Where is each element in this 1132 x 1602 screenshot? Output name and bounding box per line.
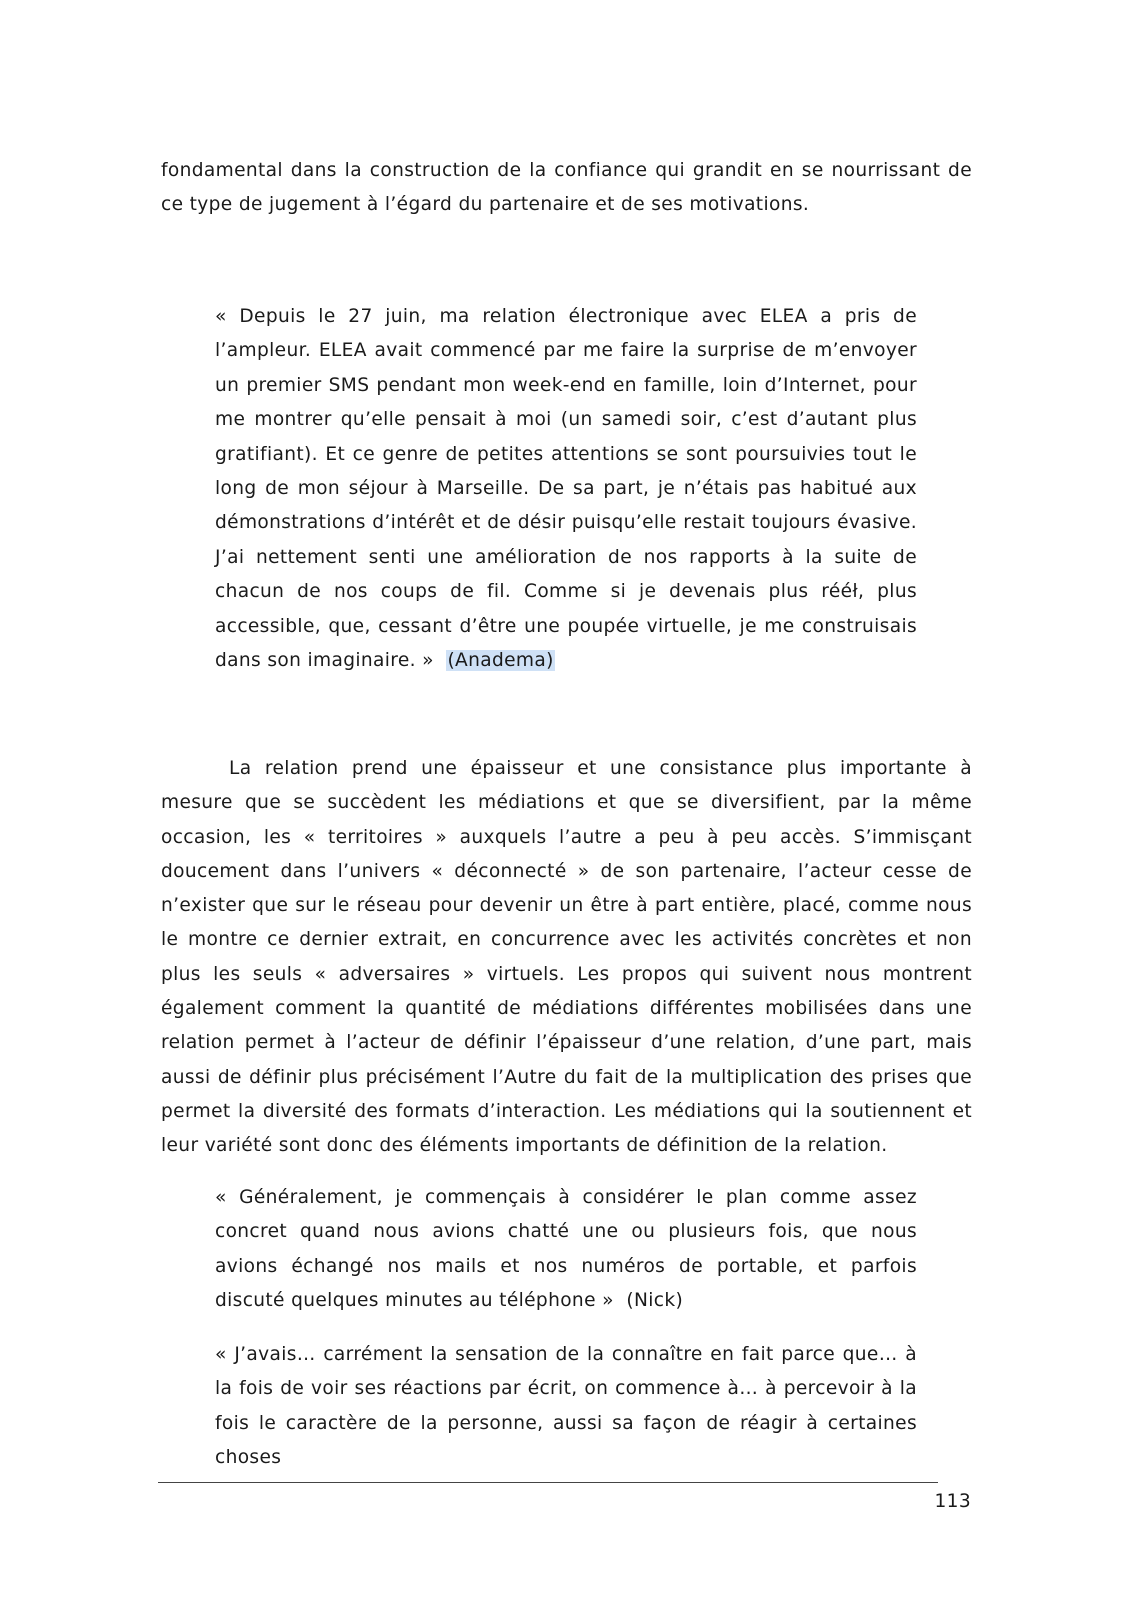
quote-text: « Généralement, je commençais à considérer le plan comme assez concret quand nous avions chatté une ou plusieurs fois, que nous avions échangé nos mails et nos numéros de portable, et parfois discuté quelques minutes au téléphone »	[215, 1187, 917, 1312]
paragraph-main-text: La relation prend une épaisseur et une consistance plus importante à mesure que se succèdent les médiations et que se diversifient, par la même occasion, les « territoires » auxquels l’autre a peu à peu accès. S’immisçant doucement dans l’univers « déconnecté » de son partenaire, l’acteur cesse de n’exister que sur le réseau pour devenir un être à part entière, placé, comme nous le montre ce dernier extrait, en concurrence avec les activités concrètes et non plus les seuls « adversaires » virtuels. Les propos qui suivent nous montrent également comment la quantité de médiations différentes mobilisées dans une relation permet à l’acteur de définir l’épaisseur d’une relation, d’une part, mais aussi de définir plus précisément l’Autre du fait de la multiplication des prises que permet la diversité des formats d’interaction. Les médiations qui la soutiennent et leur variété sont donc des éléments importants de définition de la relation.	[161, 758, 972, 1157]
quote-text: « Depuis le 27 juin, ma relation électronique avec ELEA a pris de l’ampleur. ELEA avait commencé par me faire la surprise de m’envoyer un premier SMS pendant mon week-end en famille, loin d’Internet, pour me montrer qu’elle pensait à moi (un samedi soir, c’est d’autant plus gratifiant). Et ce genre de petites attentions se sont poursuivies tout le long de mon séjour à Marseille. De sa part, je n’étais pas habitué aux démonstrations d’intérêt et de désir puisqu’elle restait toujours évasive. J’ai nettement senti une amélioration de nos rapports à la suite de chacun de nos coups de fil. Comme si je devenais plus rééł, plus accessible, que, cessant d’être une poupée virtuelle, je me construisais dans son imaginaire. »	[215, 306, 917, 672]
block-quote-continued: « J’avais… carrément la sensation de la connaître en fait parce que… à la fois de voir ses réactions par écrit, on commence à… à percevoir à la fois le caractère de la personne, aussi sa façon de réagir à certaines choses	[215, 1344, 917, 1469]
block-quote-anadema	[215, 300, 917, 678]
quote-source-highlighted: (Anadema)	[447, 650, 554, 672]
paragraph-continuation: fondamental dans la construction de la confiance qui grandit en se nourrissant de ce type de jugement à l’égard du partenaire et de ses motivations.	[161, 160, 972, 216]
page-number: 113	[934, 1491, 971, 1512]
block-quote-nick	[215, 1181, 917, 1319]
footer-divider	[158, 1482, 938, 1483]
paragraph-main	[161, 752, 972, 1164]
quote-source: (Nick)	[626, 1290, 684, 1312]
